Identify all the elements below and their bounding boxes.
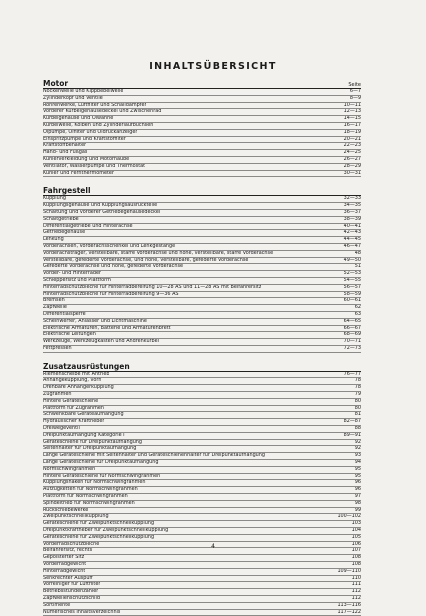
- entry-title: Lange Geräteschiene mit Seitenhalter und Geräteschienenhalter für Dreipunktaufhängung: [43, 453, 265, 459]
- entry-page: 20—21: [343, 136, 361, 142]
- entry-title: Lange Geräteschiene für Dreipunktaufhängung: [43, 460, 159, 466]
- page-column-label: Seite: [348, 82, 361, 88]
- entry-page: 109—110: [337, 568, 361, 574]
- entry-page: 92: [354, 446, 361, 452]
- section-header: [43, 184, 361, 196]
- toc-entry: [43, 137, 361, 144]
- toc-entry: [43, 319, 361, 326]
- toc-entry: [43, 332, 361, 339]
- entry-title: Differentialsperre: [43, 311, 86, 317]
- toc-entry: [43, 440, 361, 447]
- toc-entry: [43, 224, 361, 231]
- entry-title: Zweipunktschnellkupplung: [43, 514, 109, 520]
- toc-entry: [43, 508, 361, 515]
- entry-title: Kurbelgehäuse und Ölwanne: [43, 116, 114, 122]
- entry-page: 99: [354, 507, 361, 513]
- entry-page: 34—35: [343, 203, 361, 209]
- entry-title: Elektrische Armaturen, Batterie und Armaturenbrett: [43, 325, 171, 331]
- entry-title: Gepolsterter Sitz: [43, 555, 85, 561]
- entry-title: Kupplungsgehäuse und Kupplungsausrückteile: [43, 203, 158, 209]
- entry-page: 95: [354, 473, 361, 479]
- entry-page: 46—47: [343, 243, 361, 249]
- entry-title: Vorderachsträger, verstellbare, starre Vorderachse und hohe, verstellbare, starre Vorderachse: [43, 250, 274, 256]
- toc-entry: [43, 487, 361, 494]
- toc-entry: [43, 514, 361, 521]
- toc-entry: [43, 535, 361, 542]
- entry-page: 63: [354, 311, 361, 317]
- entry-page: 92: [354, 439, 361, 445]
- entry-page: 76—77: [343, 371, 361, 377]
- section-header: [43, 360, 361, 372]
- page-number: 4: [211, 543, 215, 550]
- toc-entry: [43, 203, 361, 210]
- entry-title: Sortimente: [43, 602, 71, 608]
- entry-title: Vorderradgewicht: [43, 562, 87, 567]
- entry-page: 82—87: [343, 419, 361, 425]
- entry-page: 88: [354, 426, 361, 432]
- section-title: Motor: [43, 79, 69, 88]
- toc-entry: [43, 217, 361, 224]
- entry-title: Numerisches Inhaltsverzeichnis: [43, 609, 121, 615]
- entry-page: 95: [354, 466, 361, 472]
- entry-title: Hintere Geräteschiene für Normschwingrahmen: [43, 473, 161, 479]
- section-gap: [43, 177, 361, 184]
- toc-entry: [43, 237, 361, 244]
- entry-page: 94: [354, 460, 361, 466]
- entry-page: 51: [354, 264, 361, 270]
- toc-entry: [43, 385, 361, 392]
- entry-page: 108: [351, 555, 361, 561]
- entry-title: Hintere Geräteschiene: [43, 398, 99, 404]
- entry-title: Kühlerverkleidung und Motorhaube: [43, 156, 130, 162]
- entry-page: 24—25: [343, 150, 361, 156]
- entry-page: 72—73: [343, 345, 361, 351]
- entry-page: 80: [354, 405, 361, 411]
- toc-entry: [43, 164, 361, 171]
- toc-entry: [43, 278, 361, 285]
- toc-entry: [43, 143, 361, 150]
- section-title: Zusatzausrüstungen: [43, 361, 130, 371]
- toc-entry: [43, 392, 361, 399]
- toc-entry: [43, 251, 361, 258]
- toc-entry: [43, 96, 361, 103]
- entry-title: Vorreiniger für Luftfilter: [43, 582, 101, 588]
- table-of-contents: [43, 77, 361, 616]
- entry-title: Elektrische Leitungen: [43, 332, 96, 338]
- entry-title: Kühler und Fernthermometer: [43, 170, 114, 176]
- entry-page: 12—13: [343, 109, 361, 115]
- toc-entry: [43, 426, 361, 433]
- toc-entry: [43, 171, 361, 178]
- entry-title: Kurbelwelle, Kolben und Zylinderlaufbüchsen: [43, 122, 154, 128]
- toc-entry: [43, 378, 361, 385]
- entry-title: Getriebegehäuse: [43, 230, 86, 236]
- toc-entry: [43, 230, 361, 237]
- entry-title: Geräteschiene für Zweipunktschnellkupplung: [43, 521, 155, 527]
- toc-entry: [43, 130, 361, 137]
- entry-page: 68—69: [343, 332, 361, 338]
- entry-title: Hinterradgewicht: [43, 568, 86, 574]
- toc-entry: [43, 589, 361, 596]
- entry-title: Anhängekupplung, vorn: [43, 378, 102, 384]
- entry-page: 103: [351, 521, 361, 527]
- entry-page: 97: [354, 494, 361, 500]
- entry-page: 107: [351, 548, 361, 554]
- entry-title: Hinterradschutzbleche für Hinterradbereifung 9—36 AS: [43, 291, 179, 297]
- toc-entry: [43, 271, 361, 278]
- entry-title: Einspritzpumpe und Kraftstoffilter: [43, 136, 126, 142]
- entry-page: 70—71: [343, 339, 361, 345]
- entry-title: Zugrahmen: [43, 392, 72, 398]
- entry-title: Dreipunktaufhängung Kategorie I: [43, 432, 125, 438]
- page-title: INHALTSÜBERSICHT: [149, 61, 277, 72]
- entry-page: 16—17: [343, 122, 361, 128]
- entry-title: Schwenkbare Geräteaufhängung: [43, 412, 124, 418]
- toc-entry: [43, 569, 361, 576]
- entry-page: 112: [351, 589, 361, 595]
- section-header: [43, 77, 361, 89]
- entry-page: 66—67: [343, 325, 361, 331]
- entry-title: Werkzeuge, Werkzeugkasten und Andrehkurbel: [43, 339, 160, 345]
- entry-title: Dreiwegeventil: [43, 426, 80, 432]
- toc-entry: [43, 326, 361, 333]
- entry-title: Dreipunktkraftheber für Zweipunktschnellkupplung: [43, 528, 169, 534]
- entry-page: 96: [354, 487, 361, 493]
- entry-title: Rohrenwerke, Luftfilter und Schalldämpfer: [43, 102, 147, 108]
- entry-title: Schaltgetriebe: [43, 216, 79, 222]
- entry-title: Kraftstoffbehälter: [43, 143, 87, 149]
- toc-entry: [43, 244, 361, 251]
- toc-entry: [43, 603, 361, 610]
- entry-page: 79: [354, 392, 361, 398]
- entry-title: Scheinwerfer, Anlasser und Lichtmaschine: [43, 318, 147, 324]
- entry-title: Vorderradschutzbleche: [43, 541, 100, 547]
- entry-title: Vorderer Kurbelgehäusedeckel und Zwischenrad: [43, 109, 162, 115]
- toc-entry: [43, 264, 361, 271]
- entry-title: Rückschiebewerke: [43, 507, 89, 513]
- entry-title: Aufzugketten für Normschwingrahmen: [43, 487, 138, 493]
- entry-page: 62: [354, 305, 361, 311]
- section-title: Fahrgestell: [43, 186, 91, 196]
- entry-title: Kupplungshaken für Normschwingrahmen: [43, 480, 146, 486]
- toc-entry: [43, 610, 361, 616]
- entry-page: 108: [351, 562, 361, 567]
- entry-page: 56—57: [343, 284, 361, 290]
- toc-entry: [43, 285, 361, 292]
- toc-entry: [43, 312, 361, 319]
- entry-title: Schleppersitz und Plattform: [43, 277, 111, 283]
- toc-entry: [43, 474, 361, 481]
- toc-entry: [43, 298, 361, 305]
- toc-entry: [43, 399, 361, 406]
- entry-page: 54—55: [343, 277, 361, 283]
- entry-page: 28—29: [343, 163, 361, 169]
- entry-title: Geräteschiene für Zweipunktschnellkupplung: [43, 534, 155, 540]
- toc-entry: [43, 406, 361, 413]
- entry-page: 48: [354, 250, 361, 256]
- entry-page: 64—65: [343, 318, 361, 324]
- entry-title: Betriebsstundenzähler: [43, 589, 99, 595]
- entry-page: 44—45: [343, 237, 361, 243]
- toc-entry: [43, 576, 361, 583]
- toc-entry: [43, 501, 361, 508]
- entry-page: 38—39: [343, 216, 361, 222]
- toc-entry: [43, 521, 361, 528]
- entry-title: Zylinderkopf und Ventile: [43, 95, 103, 101]
- entry-page: 8—9: [349, 95, 361, 101]
- entry-page: 32—33: [343, 196, 361, 202]
- entry-page: 110: [351, 575, 361, 581]
- toc-entry: [43, 528, 361, 535]
- entry-page: 113—116: [337, 602, 361, 608]
- entry-page: 100—102: [337, 514, 361, 520]
- entry-page: 112: [351, 595, 361, 601]
- toc-entry: [43, 494, 361, 501]
- entry-title: Normschwingrahmen: [43, 466, 96, 472]
- entry-title: Plattform für Normschwingrahmen: [43, 494, 128, 500]
- entry-title: Ölpumpe, Ölfilter und Öldruckanzeiger: [43, 129, 138, 135]
- entry-page: 10—11: [343, 102, 361, 108]
- entry-page: 6—7: [349, 89, 361, 94]
- toc-entry: [43, 123, 361, 130]
- entry-page: 36—37: [343, 209, 361, 215]
- entry-title: Hand- und Fußgas: [43, 150, 88, 156]
- entry-page: 96: [354, 480, 361, 486]
- toc-entry: [43, 419, 361, 426]
- toc-entry: [43, 582, 361, 589]
- toc-entry: [43, 562, 361, 569]
- entry-title: Seitenhalter für Dreipunktaufhängung: [43, 446, 137, 452]
- entry-page: 22—23: [343, 143, 361, 149]
- entry-title: Ventilator, Wasserpumpe und Thermostat: [43, 163, 146, 169]
- toc-entry: [43, 109, 361, 116]
- entry-title: Gefederte Vorderachse und hohe, gefederte Vorderachse: [43, 264, 184, 270]
- toc-entry: [43, 292, 361, 299]
- entry-page: 117—122: [337, 609, 361, 615]
- entry-title: Lenkung: [43, 237, 64, 243]
- entry-title: Differentialgetriebe und Hinterachse: [43, 223, 133, 229]
- toc-entry: [43, 89, 361, 96]
- entry-title: Verstellbare, gefederte Vorderachse, und hohe, verstellbare, gefederte Vorderachse: [43, 257, 249, 263]
- toc-entry: [43, 150, 361, 157]
- toc-entry: [43, 446, 361, 453]
- entry-page: 81: [354, 412, 361, 418]
- toc-entry: [43, 305, 361, 312]
- toc-entry: [43, 157, 361, 164]
- entry-page: 78: [354, 378, 361, 384]
- entry-title: Senkrechter Auspuff: [43, 575, 93, 581]
- entry-page: 49—50: [343, 257, 361, 263]
- toc-entry: [43, 453, 361, 460]
- toc-entry: [43, 116, 361, 123]
- entry-title: Bremsen: [43, 298, 65, 304]
- toc-entry: [43, 412, 361, 419]
- entry-page: 104: [351, 528, 361, 534]
- toc-entry: [43, 555, 361, 562]
- entry-title: Riemenscheibe mit Antrieb: [43, 371, 110, 377]
- entry-page: 14—15: [343, 116, 361, 122]
- toc-entry: [43, 372, 361, 379]
- toc-entry: [43, 258, 361, 265]
- entry-title: Beifahrersitz, rechts: [43, 548, 93, 554]
- entry-page: 52—53: [343, 271, 361, 277]
- entry-title: Drehbare Anhängerkupplung: [43, 385, 114, 391]
- entry-list: [43, 372, 361, 616]
- entry-page: 18—19: [343, 129, 361, 135]
- entry-page: 93: [354, 453, 361, 459]
- toc-entry: [43, 480, 361, 487]
- entry-page: 60—61: [343, 298, 361, 304]
- entry-title: Zapfwelle: [43, 305, 67, 311]
- entry-page: 89—91: [343, 432, 361, 438]
- section-gap: [43, 353, 361, 360]
- toc-entry: [43, 103, 361, 110]
- entry-title: Fettpressen: [43, 345, 72, 351]
- toc-entry: [43, 467, 361, 474]
- entry-list: [43, 196, 361, 352]
- toc-entry: [43, 596, 361, 603]
- toc-entry: [43, 339, 361, 346]
- entry-title: Kupplung: [43, 196, 66, 202]
- entry-title: Zapfwellenschutzschild: [43, 595, 101, 601]
- entry-page: 30—31: [343, 170, 361, 176]
- entry-page: 111: [351, 582, 361, 588]
- entry-page: 58—59: [343, 291, 361, 297]
- entry-page: 40—41: [343, 223, 361, 229]
- entry-page: 78: [354, 385, 361, 391]
- entry-list: [43, 89, 361, 177]
- entry-title: Nockenwelle und Kippbebelwelle: [43, 89, 124, 94]
- entry-title: Schaltung und vorderer Getriebegehäusedeckel: [43, 209, 161, 215]
- entry-page: 98: [354, 500, 361, 506]
- entry-title: Hydraulischer Kraftheber: [43, 419, 105, 425]
- entry-page: 105: [351, 534, 361, 540]
- entry-page: 42—43: [343, 230, 361, 236]
- toc-entry: [43, 210, 361, 217]
- toc-entry: [43, 346, 361, 353]
- entry-title: Hinterradschutzbleche für Hinterradbereifung 10—28 AS und 11—28 AS mit Beifahrersitz: [43, 284, 262, 290]
- entry-page: 26—27: [343, 156, 361, 162]
- toc-entry: [43, 196, 361, 203]
- entry-title: Spindeltrieb für Normschwingrahmen: [43, 500, 135, 506]
- entry-title: Plattform für Zugrahmen: [43, 405, 105, 411]
- toc-entry: [43, 433, 361, 440]
- entry-title: Vorderachsen, Vorderachsschenkel und Lenkgestänge: [43, 243, 176, 249]
- entry-title: Vorder- und Hinterräder: [43, 271, 101, 277]
- entry-page: 106: [351, 541, 361, 547]
- entry-page: 80: [354, 398, 361, 404]
- entry-title: Geräteschiene für Dreipunktaufhängung: [43, 439, 142, 445]
- toc-entry: [43, 460, 361, 467]
